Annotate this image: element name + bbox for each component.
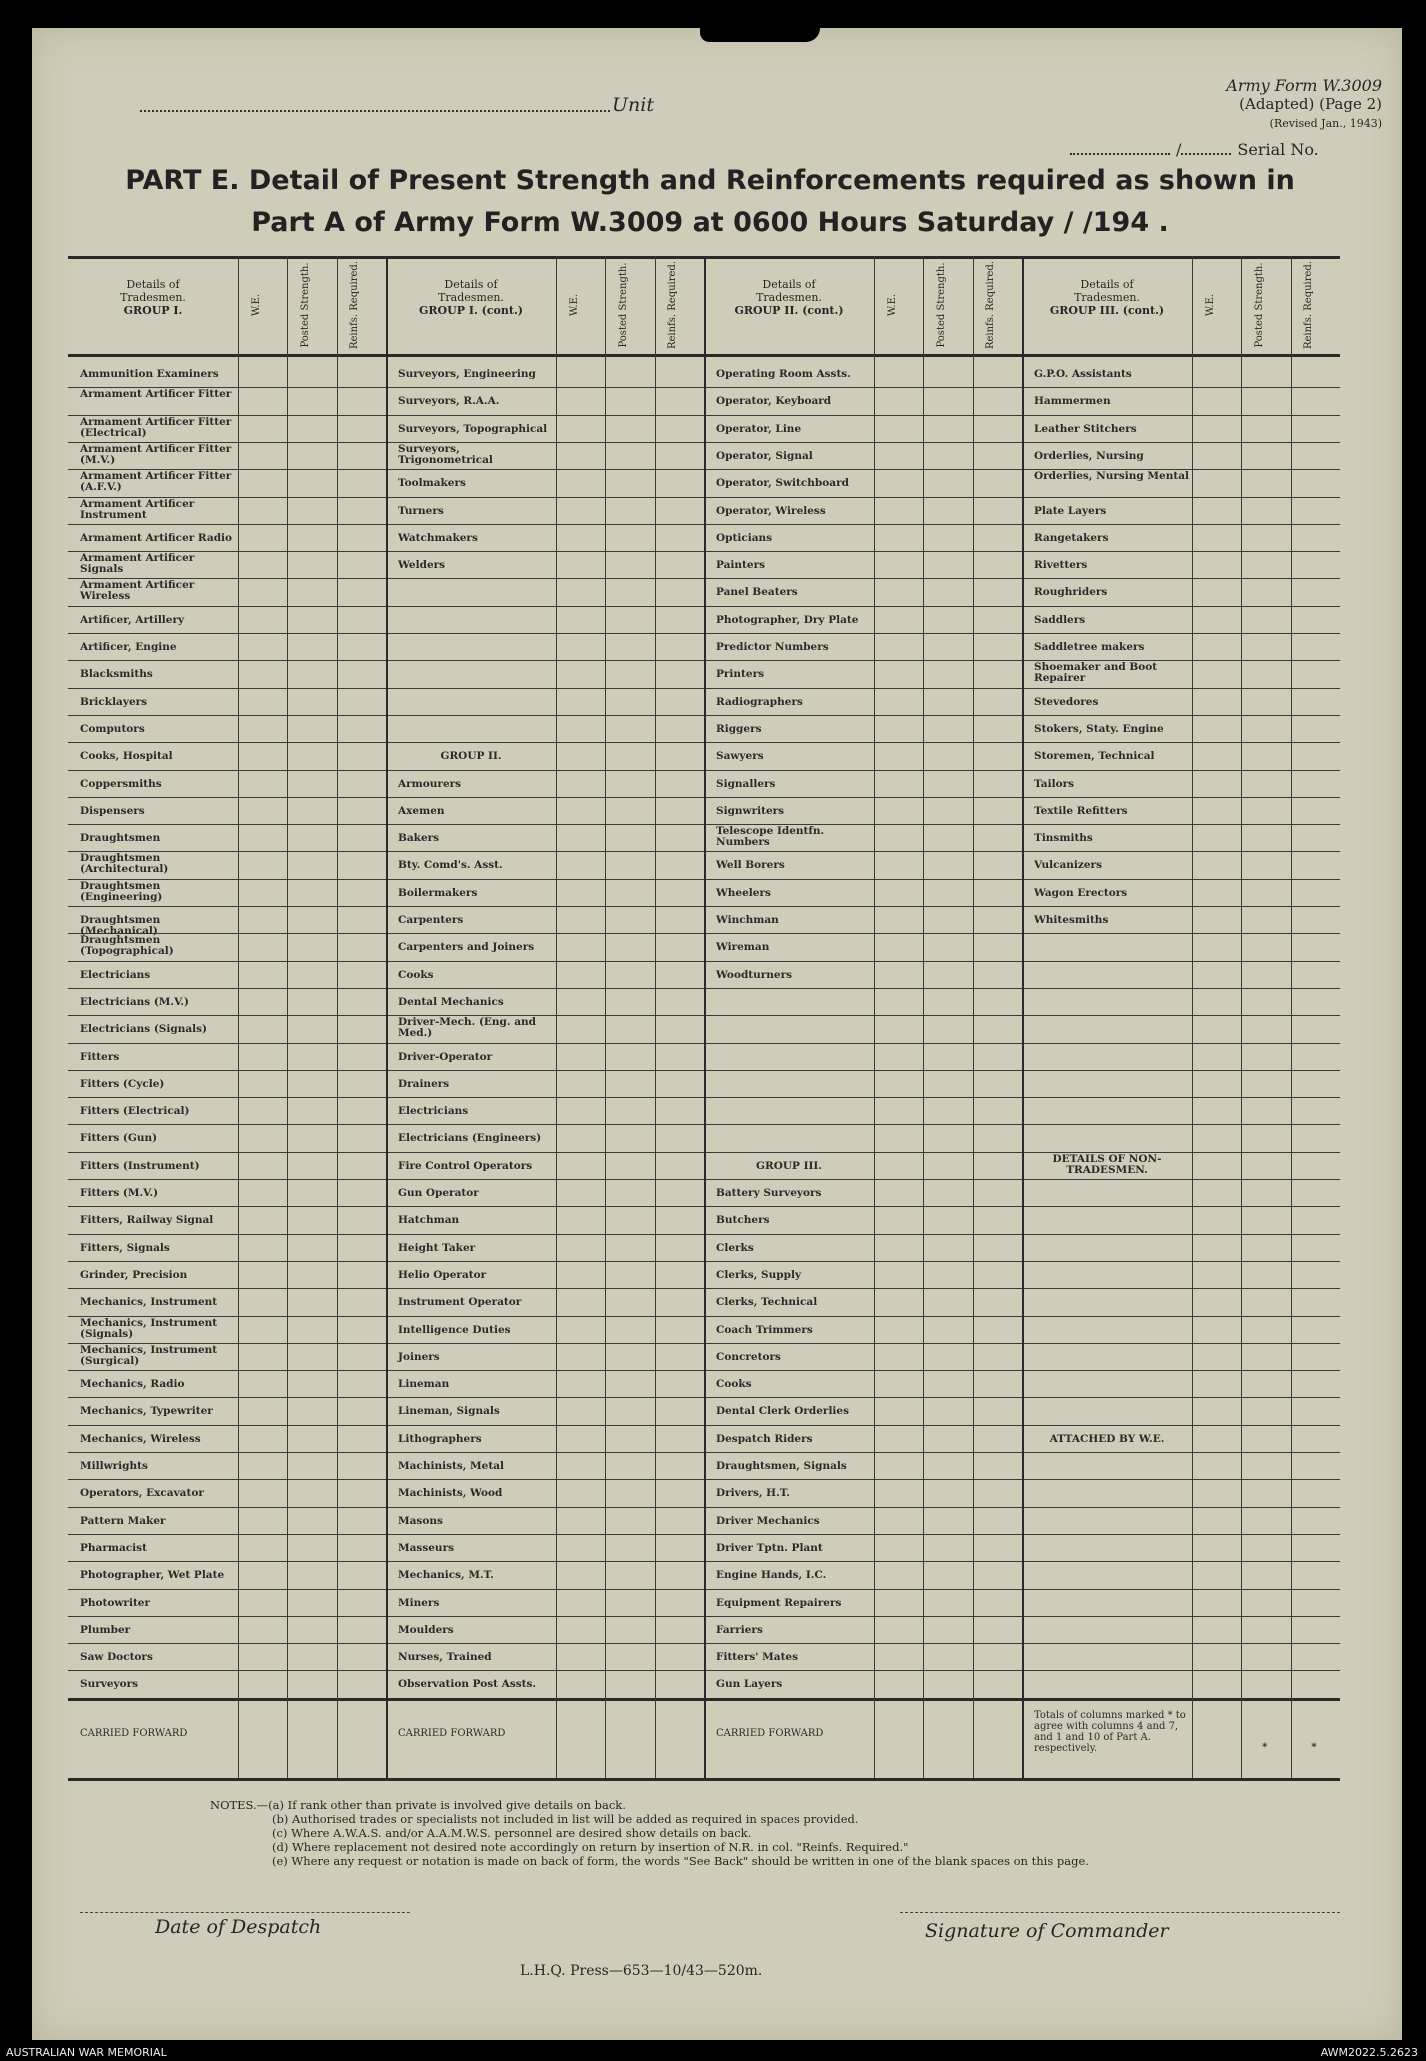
note-d: (d) Where replacement not desired note accordingly on return by insertion of N.R. in col. "Reinfs. Required."	[272, 1840, 909, 1854]
trade-row-label: Gun Layers	[716, 1678, 783, 1691]
trade-row-label: Drivers, H.T.	[716, 1487, 790, 1500]
trade-row-label: Driver-Operator	[398, 1050, 493, 1063]
trade-row-label: Lineman, Signals	[398, 1405, 500, 1418]
trade-row-label: Storemen, Technical	[1034, 750, 1155, 763]
trade-row-label: Fitters (Gun)	[80, 1132, 158, 1145]
trade-row-label: Armament Artificer Radio	[80, 531, 233, 544]
trade-row-label: Millwrights	[80, 1460, 148, 1472]
sub-heading-posted-strength: Posted Strength.	[935, 262, 947, 348]
trade-row-label: Saddletree makers	[1034, 641, 1145, 653]
trade-row-label: Farriers	[716, 1623, 763, 1636]
page-title	[60, 160, 1360, 244]
trade-row-label: GROUP II.	[440, 750, 502, 763]
trade-row-label: Wheelers	[716, 886, 771, 899]
date-of-despatch: Date of Despatch	[155, 1916, 322, 1938]
group-divider	[1022, 256, 1024, 1778]
trade-row-label: Equipment Repairers	[716, 1596, 842, 1609]
trade-row-label: Armament Artificer Wireless	[80, 579, 195, 603]
group-heading	[704, 278, 874, 317]
trade-row-label: Carpenters	[398, 914, 464, 926]
trade-row-label: Pharmacist	[80, 1541, 147, 1554]
trade-row-label: Armament Artificer Instrument	[80, 497, 195, 521]
trade-row-label: Engine Hands, I.C.	[716, 1569, 827, 1582]
trade-row-label: Shoemaker and Boot Repairer	[1034, 661, 1158, 685]
archive-credit: AUSTRALIAN WAR MEMORIAL	[6, 2046, 167, 2059]
trade-row-label: Concretors	[716, 1350, 781, 1363]
trade-row-label: ATTACHED BY W.E.	[1049, 1432, 1165, 1445]
note-b: (b) Authorised trades or specialists not included in list will be added as required in spaces provided.	[272, 1812, 859, 1826]
total-asterisk: *	[1261, 1740, 1268, 1753]
trade-row-label: Winchman	[716, 914, 779, 926]
trade-row-label: Operator, Switchboard	[716, 477, 849, 490]
trade-row-label: Electricians (M.V.)	[80, 995, 190, 1008]
sub-heading-we: W.E.	[1204, 293, 1216, 317]
trade-row-label: Bricklayers	[80, 695, 148, 708]
sub-heading-posted-strength: Posted Strength.	[299, 262, 311, 348]
trade-row-label: Battery Surveyors	[716, 1187, 822, 1199]
trade-row-label: Carpenters and Joiners	[398, 941, 535, 954]
trade-row-label: Nurses, Trained	[398, 1651, 492, 1664]
trade-row-label: Fitters	[80, 1050, 120, 1063]
trade-row-label: Mechanics, Wireless	[80, 1432, 201, 1445]
column-divider	[1241, 256, 1242, 1778]
trade-row-label: Opticians	[716, 531, 773, 544]
trade-row-label: Coppersmiths	[80, 777, 162, 790]
trade-row-label: Driver Tptn. Plant	[716, 1541, 823, 1554]
trade-row-label: Armourers	[398, 777, 462, 790]
sub-heading-reinfs-required: Reinfs. Required.	[667, 260, 679, 350]
trade-row-label: Armament Artificer Fitter (A.F.V.)	[80, 470, 232, 494]
trade-row-label: Fitters, Signals	[80, 1241, 170, 1254]
trade-row-label: Tinsmiths	[1034, 832, 1093, 845]
trade-row-label: Grinder, Precision	[80, 1268, 188, 1281]
serial-slash: /	[1176, 140, 1182, 159]
trade-row-label: Electricians (Engineers)	[398, 1132, 542, 1145]
trade-row-label: Dispensers	[80, 804, 145, 817]
trade-row-label: Draughtsmen (Mechanical)	[80, 914, 161, 937]
group-divider	[704, 256, 706, 1778]
trade-row-label: Hatchman	[398, 1214, 460, 1227]
trade-row-label: Operator, Signal	[716, 449, 813, 462]
form-identifier	[1122, 76, 1382, 133]
trade-row-label: Orderlies, Nursing Mental	[1034, 470, 1189, 483]
trade-row-label: Photographer, Wet Plate	[80, 1569, 225, 1582]
trade-row-label: Lineman	[398, 1378, 450, 1391]
trade-row-label: Clerks, Supply	[716, 1268, 802, 1281]
trade-row-label: Despatch Riders	[716, 1432, 813, 1445]
serial-label: Serial No.	[1237, 140, 1319, 159]
total-asterisk: *	[1311, 1740, 1317, 1753]
trade-row-label: Intelligence Duties	[398, 1323, 511, 1336]
group-heading-line: GROUP I.	[123, 304, 183, 317]
trade-row-label: Sawyers	[716, 750, 764, 763]
serial-blank-2	[1181, 153, 1231, 155]
column-divider	[1192, 256, 1193, 1778]
archive-reference: AWM2022.5.2623	[1320, 2046, 1418, 2059]
trade-row-label: Mechanics, Instrument (Signals)	[80, 1316, 218, 1340]
group-divider	[386, 256, 388, 1778]
trade-row-label: Fitters, Railway Signal	[80, 1214, 214, 1227]
trade-row-label: Operator, Keyboard	[716, 395, 832, 408]
trade-row-label: Surveyors, Engineering	[398, 368, 536, 380]
column-divider	[655, 256, 656, 1778]
trade-row-label: Dental Mechanics	[398, 995, 504, 1008]
trade-row-label: Surveyors, R.A.A.	[398, 395, 500, 408]
trade-row-label: Cooks, Hospital	[80, 750, 173, 763]
trade-row-label: Masons	[398, 1514, 443, 1527]
trade-row-label: Welders	[398, 559, 446, 572]
strength-table	[68, 256, 1340, 1780]
carried-forward-label: CARRIED FORWARD	[398, 1727, 506, 1739]
serial-blank	[1070, 153, 1170, 155]
trade-row-label: Mechanics, Instrument (Surgical)	[80, 1343, 218, 1367]
trade-row-label: Saddlers	[1034, 613, 1086, 626]
trade-row-label: Cooks	[716, 1378, 752, 1391]
trade-row-label: Orderlies, Nursing	[1034, 449, 1144, 462]
carried-forward-label: Totals of columns marked * to agree with columns 4 and 7, and 1 and 10 of Part A. respectively.	[1034, 1709, 1186, 1754]
trade-row-label: Draughtsmen, Signals	[716, 1460, 847, 1472]
note-c: (c) Where A.W.A.S. and/or A.A.M.W.S. personnel are desired show details on back.	[272, 1826, 752, 1840]
trade-row-label: GROUP III.	[756, 1159, 822, 1172]
form-revised: (Revised Jan., 1943)	[1269, 117, 1382, 130]
trade-row-label: Armament Artificer Signals	[80, 552, 195, 576]
group-heading-line: Tradesmen.	[438, 291, 504, 304]
trade-row-label: Tailors	[1034, 777, 1075, 790]
sub-heading-we: W.E.	[250, 293, 262, 317]
trade-row-label: Moulders	[398, 1623, 454, 1636]
trade-row-label: Draughtsmen (Topographical)	[80, 934, 174, 958]
trade-row-label: Printers	[716, 668, 765, 681]
trade-row-label: Fitters (Cycle)	[80, 1077, 165, 1090]
trade-row-label: Plate Layers	[1034, 504, 1107, 517]
trade-row-label: Turners	[398, 504, 444, 517]
form-adapted: (Adapted) (Page 2)	[1239, 95, 1382, 113]
trade-row-label: Stokers, Staty. Engine	[1034, 722, 1164, 735]
group-heading-line: Details of	[1080, 278, 1134, 291]
trade-row-label: Toolmakers	[398, 477, 466, 490]
note-e: (e) Where any request or notation is made on back of form, the words "See Back" should be written in one of the blank spaces on this page.	[272, 1854, 1089, 1868]
title-line-1: PART E. Detail of Present Strength and Reinforcements required as shown in	[125, 165, 1295, 196]
trade-row-label: Rangetakers	[1034, 531, 1109, 544]
trade-row-label: Cooks	[398, 968, 434, 981]
trade-row-label: Computors	[80, 722, 145, 735]
trade-row-label: Pattern Maker	[80, 1514, 166, 1527]
trade-row-label: Driver Mechanics	[716, 1514, 820, 1527]
trade-row-label: Fitters' Mates	[716, 1651, 799, 1664]
trade-row-label: Surveyors, Trigonometrical	[398, 442, 493, 466]
trade-row-label: Mechanics, Instrument	[80, 1296, 218, 1309]
trade-row-label: Fitters (Electrical)	[80, 1105, 190, 1118]
trade-row-label: Bakers	[398, 832, 440, 845]
trade-row-label: Axemen	[398, 804, 445, 817]
trade-row-label: Plumber	[80, 1623, 131, 1636]
column-divider	[238, 256, 239, 1778]
trade-row-label: Butchers	[716, 1214, 770, 1227]
trade-row-label: Whitesmiths	[1034, 914, 1109, 926]
trade-row-label: Blacksmiths	[80, 668, 153, 681]
trade-row-label: Armament Artificer Fitter	[80, 388, 232, 401]
trade-row-label: DETAILS OF NON-TRADESMEN.	[1052, 1152, 1162, 1176]
trade-row-label: Draughtsmen (Architectural)	[80, 852, 169, 876]
trade-row-label: Coach Trimmers	[716, 1323, 813, 1336]
trade-row-label: Operating Room Assts.	[716, 368, 851, 380]
trade-row-label: Operators, Excavator	[80, 1487, 204, 1500]
trade-row-label: Driver-Mech. (Eng. and Med.)	[398, 1016, 536, 1040]
sub-heading-reinfs-required: Reinfs. Required.	[1303, 260, 1315, 350]
carried-forward-label: CARRIED FORWARD	[716, 1727, 824, 1739]
trade-row-label: Rivetters	[1034, 559, 1088, 572]
group-heading-line: GROUP III. (cont.)	[1049, 304, 1165, 317]
group-heading-line: Details of	[126, 278, 180, 291]
trade-row-label: Woodturners	[716, 968, 793, 981]
signature-line	[900, 1912, 1340, 1913]
unit-label: Unit	[612, 94, 654, 116]
sub-heading-we: W.E.	[568, 293, 580, 317]
printer-imprint: L.H.Q. Press—653—10/43—520m.	[520, 1963, 763, 1979]
trade-row-label: Radiographers	[716, 695, 803, 708]
group-heading-line: GROUP I. (cont.)	[419, 304, 523, 317]
sub-heading-posted-strength: Posted Strength.	[617, 262, 629, 348]
group-heading-line: Details of	[444, 278, 498, 291]
group-heading-line: Tradesmen.	[120, 291, 186, 304]
trade-row-label: Electricians	[398, 1105, 469, 1118]
table-bottom-rule	[68, 1778, 1340, 1781]
group-heading-line: Tradesmen.	[1074, 291, 1140, 304]
trade-row-label: Mechanics, Typewriter	[80, 1405, 213, 1418]
trade-row-label: Helio Operator	[398, 1268, 487, 1281]
trade-row-label: Mechanics, M.T.	[398, 1569, 494, 1582]
trade-row-label: Instrument Operator	[398, 1296, 522, 1309]
trade-row-label: Wireman	[716, 941, 770, 954]
trade-row-label: Surveyors, Topographical	[398, 422, 548, 435]
trade-row-label: Signwriters	[716, 804, 785, 817]
trade-row-label: Ammunition Examiners	[80, 368, 219, 380]
trade-row-label: Vulcanizers	[1034, 859, 1103, 872]
torn-edge	[700, 28, 820, 42]
trade-row-label: Signallers	[716, 777, 776, 790]
trade-row-label: Telescope Identfn. Numbers	[716, 825, 825, 849]
despatch-line	[80, 1912, 410, 1913]
form-name: Army Form W.3009	[1226, 76, 1382, 95]
trade-row-label: Surveyors	[80, 1678, 139, 1691]
sub-heading-posted-strength: Posted Strength.	[1253, 262, 1265, 348]
signature-of-commander: Signature of Commander	[925, 1920, 1169, 1942]
trade-row-label: Photowriter	[80, 1596, 151, 1609]
trade-row-label: Drainers	[398, 1077, 450, 1090]
trade-row-label: G.P.O. Assistants	[1034, 368, 1132, 380]
trade-row-label: Dental Clerk Orderlies	[716, 1405, 850, 1418]
trade-row-label: Saw Doctors	[80, 1651, 153, 1664]
serial-number	[1070, 140, 1319, 159]
column-divider	[337, 256, 338, 1778]
trade-row-label: Textile Refitters	[1034, 804, 1128, 817]
column-divider	[605, 256, 606, 1778]
trade-row-label: Electricians	[80, 968, 151, 981]
trade-row-label: Painters	[716, 559, 766, 572]
trade-row-label: Photographer, Dry Plate	[716, 613, 859, 626]
trade-row-label: Fire Control Operators	[398, 1159, 533, 1172]
trade-row-label: Machinists, Wood	[398, 1487, 503, 1500]
trade-row-label: Clerks, Technical	[716, 1296, 818, 1309]
group-heading	[386, 278, 556, 317]
trade-row-label: Lithographers	[398, 1432, 482, 1445]
trade-row-label: Panel Beaters	[716, 586, 798, 599]
trade-row-label: Riggers	[716, 722, 762, 735]
trade-row-label: Stevedores	[1034, 695, 1099, 708]
trade-row-label: Masseurs	[398, 1541, 455, 1554]
trade-row-label: Leather Stitchers	[1034, 422, 1137, 435]
column-divider	[874, 256, 875, 1778]
trade-row-label: Operator, Line	[716, 422, 802, 435]
trade-row-label: Artificer, Engine	[80, 641, 177, 653]
trade-row-label: Draughtsmen (Engineering)	[80, 879, 163, 903]
trade-row-label: Watchmakers	[398, 531, 478, 544]
carried-forward-label: CARRIED FORWARD	[80, 1727, 188, 1739]
trade-row-label: Well Borers	[716, 859, 785, 872]
title-line-2: Part A of Army Form W.3009 at 0600 Hours Saturday / /194 .	[251, 207, 1169, 238]
trade-row-label: Wagon Erectors	[1034, 886, 1128, 899]
trade-row-label: Fitters (Instrument)	[80, 1159, 200, 1172]
trade-row-label: Predictor Numbers	[716, 641, 829, 653]
unit-line	[140, 96, 610, 112]
trade-row-label: Operator, Wireless	[716, 504, 826, 517]
group-heading	[1022, 278, 1192, 317]
trade-row-label: Fitters (M.V.)	[80, 1187, 159, 1199]
trade-row-label: Bty. Comd's. Asst.	[398, 859, 503, 872]
trade-row-label: Draughtsmen	[80, 832, 161, 845]
trade-row-label: Observation Post Assts.	[398, 1678, 537, 1691]
trade-row-label: Gun Operator	[398, 1187, 479, 1199]
trade-row-label: Machinists, Metal	[398, 1460, 504, 1472]
sub-heading-reinfs-required: Reinfs. Required.	[985, 260, 997, 350]
group-heading-line: Details of	[762, 278, 816, 291]
sub-heading-reinfs-required: Reinfs. Required.	[349, 260, 361, 350]
column-divider	[923, 256, 924, 1778]
group-heading-line: Tradesmen.	[756, 291, 822, 304]
trade-row-label: Armament Artificer Fitter (Electrical)	[80, 415, 232, 439]
trade-row-label: Mechanics, Radio	[80, 1378, 185, 1391]
trade-row-label: Joiners	[398, 1350, 440, 1363]
group-heading-line: GROUP II. (cont.)	[734, 304, 844, 317]
trade-row-label: Miners	[398, 1596, 440, 1609]
trade-row-label: Height Taker	[398, 1241, 476, 1254]
sub-heading-we: W.E.	[886, 293, 898, 317]
trade-row-label: Clerks	[716, 1241, 754, 1254]
column-divider	[1291, 256, 1292, 1778]
notes	[210, 1798, 1310, 1868]
trade-row-label: Hammermen	[1034, 395, 1111, 408]
trade-row-label: Armament Artificer Fitter (M.V.)	[80, 442, 232, 466]
column-divider	[287, 256, 288, 1778]
group-heading	[68, 278, 238, 317]
trade-row-label: Boilermakers	[398, 886, 478, 899]
note-a: NOTES.—(a) If rank other than private is involved give details on back.	[210, 1798, 626, 1812]
column-divider	[973, 256, 974, 1778]
column-divider	[556, 256, 557, 1778]
trade-row-label: Electricians (Signals)	[80, 1023, 208, 1036]
trade-row-label: Roughriders	[1034, 586, 1108, 599]
trade-row-label: Artificer, Artillery	[80, 613, 185, 626]
